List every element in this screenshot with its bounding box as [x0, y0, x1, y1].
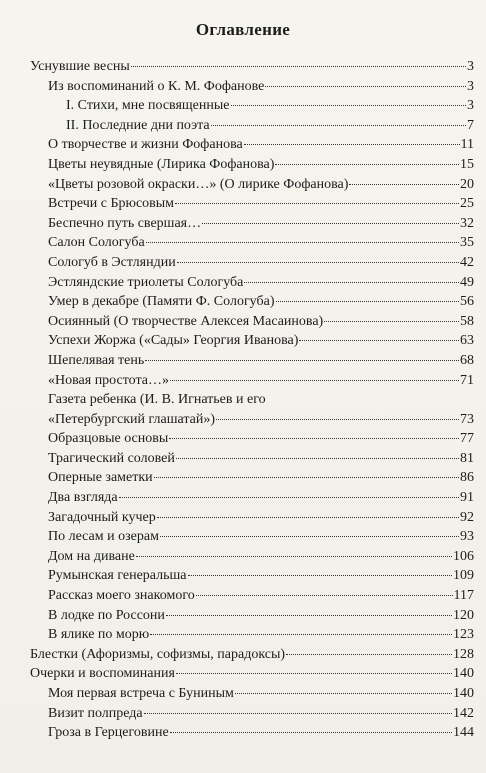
- toc-entry: [30, 273, 474, 293]
- dot-leader: [175, 203, 459, 204]
- toc-entry-title: Успехи Жоржа («Сады» Георгия Иванова): [48, 333, 299, 349]
- toc-entry-title: Два взгляда: [48, 490, 118, 506]
- toc-entry-title: О творчестве и жизни Фофанова: [48, 137, 243, 153]
- toc-entry-page: 91: [460, 490, 474, 506]
- toc-entry: [30, 488, 474, 508]
- toc-entry-page: 3: [467, 59, 474, 74]
- toc-entry-page: 58: [460, 313, 474, 329]
- dot-leader: [136, 556, 452, 557]
- toc-entry: [30, 527, 474, 547]
- toc-entry-title: Дом на диване: [48, 548, 135, 564]
- toc-entry-title: Оперные заметки: [48, 470, 153, 486]
- dot-leader: [188, 575, 453, 576]
- toc-entry-page: 20: [460, 176, 474, 192]
- toc-entry-page: 71: [460, 372, 474, 388]
- toc-entry-title: Газета ребенка (И. В. Игнатьев и его: [48, 392, 266, 408]
- toc-entry-page: 35: [460, 235, 474, 251]
- toc-entry-title: «Петербургский глашатай»): [48, 411, 216, 427]
- toc-entry: [30, 312, 474, 332]
- toc-entry-page: 92: [460, 509, 474, 525]
- toc-entry-title: Загадочный кучер: [48, 509, 156, 525]
- toc-entry: [30, 390, 474, 410]
- toc-entry: [30, 371, 474, 391]
- toc-entry: [30, 586, 474, 606]
- toc-entry-title: Шепелявая тень: [48, 352, 145, 368]
- dot-leader: [324, 321, 459, 322]
- toc-entry-page: 120: [453, 607, 474, 623]
- toc-entry-page: 63: [460, 333, 474, 349]
- dot-leader: [244, 144, 460, 145]
- toc-entry-title: Салон Сологуба: [48, 235, 145, 251]
- toc-entry-page: 49: [460, 274, 474, 290]
- dot-leader: [150, 634, 452, 635]
- toc-entry: [30, 606, 474, 626]
- toc-entry: [30, 566, 474, 586]
- toc-entry-title: Беспечно путь свершая…: [48, 215, 202, 231]
- toc-entry-page: 93: [460, 529, 474, 545]
- dot-leader: [176, 673, 452, 674]
- toc-entry: [30, 684, 474, 704]
- toc-entry-title: II. Последние дни поэта: [66, 117, 210, 133]
- toc-entry: [30, 96, 474, 116]
- toc-entry: [30, 625, 474, 645]
- toc-entry-page: 142: [453, 705, 474, 721]
- toc-entry: [30, 135, 474, 155]
- dot-leader: [119, 497, 459, 498]
- toc-entry-title: Трагический соловей: [48, 450, 175, 466]
- toc-entry-title: Сологуб в Эстляндии: [48, 254, 176, 270]
- toc-entry: [30, 214, 474, 234]
- dot-leader: [265, 86, 466, 87]
- toc-entry-title: «Цветы розовой окраски…» (О лирике Фофанова): [48, 176, 349, 192]
- dot-leader: [276, 301, 460, 302]
- dot-leader: [216, 419, 459, 420]
- toc-entry-page: 86: [460, 470, 474, 486]
- toc-entry-title: Встречи с Брюсовым: [48, 196, 175, 212]
- toc-entry-page: 25: [460, 196, 474, 212]
- toc-entry-title: Румынская генеральша: [48, 568, 187, 584]
- toc-entry-page: 144: [453, 725, 474, 741]
- toc-entry-page: 106: [453, 548, 474, 564]
- toc-entry: [30, 194, 474, 214]
- dot-leader: [146, 242, 459, 243]
- toc-entry-title: Блестки (Афоризмы, софизмы, парадоксы): [30, 646, 286, 662]
- dot-leader: [166, 615, 452, 616]
- dot-leader: [286, 654, 452, 655]
- toc-entry: [30, 704, 474, 724]
- toc-entry: [30, 508, 474, 528]
- toc-entry-page: 15: [460, 156, 474, 172]
- dot-leader: [196, 595, 453, 596]
- toc-entry-title: Образцовые основы: [48, 431, 169, 447]
- toc-entry-title: Умер в декабре (Памяти Ф. Сологуба): [48, 294, 275, 310]
- toc-entry-title: В ялике по морю: [48, 627, 150, 643]
- dot-leader: [131, 66, 466, 67]
- toc-entry-page: 140: [453, 686, 474, 701]
- toc-entry: [30, 645, 474, 665]
- dot-leader: [154, 477, 459, 478]
- toc-entry: [30, 331, 474, 351]
- dot-leader: [244, 282, 459, 283]
- dot-leader: [170, 380, 459, 381]
- toc-entry: [30, 233, 474, 253]
- toc-entry: [30, 664, 474, 684]
- dot-leader: [349, 184, 459, 185]
- toc-entry: [30, 292, 474, 312]
- toc-entry-page: 56: [460, 294, 474, 310]
- dot-leader: [176, 458, 459, 459]
- toc-entry-page: 42: [460, 254, 474, 270]
- toc-entry: [30, 429, 474, 449]
- toc-entry-page: 3: [467, 98, 474, 114]
- dot-leader: [211, 125, 466, 126]
- toc-entry-title: В лодке по Россони: [48, 607, 165, 623]
- toc-entry-title: По лесам и озерам: [48, 529, 159, 545]
- toc-entry: [30, 410, 474, 430]
- toc-entry-title: Цветы неувядные (Лирика Фофанова): [48, 156, 275, 172]
- toc-entry-page: 117: [453, 588, 474, 604]
- toc-entry: [30, 57, 474, 77]
- toc-entry-title: Моя первая встреча с Буниным: [48, 686, 234, 701]
- toc-entry: [30, 77, 474, 97]
- toc-entry: [30, 175, 474, 195]
- toc-entry-title: Рассказ моего знакомого: [48, 588, 195, 604]
- table-of-contents: [30, 57, 474, 743]
- dot-leader: [169, 438, 459, 439]
- toc-entry-page: 109: [453, 568, 474, 584]
- dot-leader: [160, 536, 459, 537]
- toc-entry-page: 123: [453, 627, 474, 643]
- toc-entry: [30, 253, 474, 273]
- toc-entry-title: Уснувшие весны: [30, 59, 130, 74]
- toc-entry: [30, 547, 474, 567]
- toc-entry-title: «Новая простота…»: [48, 372, 169, 388]
- toc-entry: [30, 351, 474, 371]
- toc-entry-page: 7: [467, 117, 474, 133]
- toc-entry-title: Гроза в Герцеговине: [48, 725, 169, 741]
- toc-entry-page: 81: [460, 450, 474, 466]
- toc-entry-page: 77: [460, 431, 474, 447]
- dot-leader: [231, 105, 466, 106]
- toc-entry-title: Осиянный (О творчестве Алексея Масаинова): [48, 313, 324, 329]
- dot-leader: [299, 340, 459, 341]
- toc-entry-title: Из воспоминаний о К. М. Фофанове: [48, 78, 265, 94]
- toc-entry: [30, 116, 474, 136]
- toc-entry: [30, 468, 474, 488]
- toc-entry-page: 32: [460, 215, 474, 231]
- toc-entry-title: Визит полпреда: [48, 705, 143, 721]
- toc-entry: [30, 155, 474, 175]
- toc-entry-page: 128: [453, 646, 474, 662]
- dot-leader: [157, 517, 459, 518]
- dot-leader: [202, 223, 459, 224]
- dot-leader: [235, 693, 452, 694]
- toc-entry-title: Очерки и воспоминания: [30, 666, 175, 682]
- toc-entry-title: I. Стихи, мне посвященные: [66, 98, 230, 114]
- toc-entry-page: 11: [460, 137, 474, 153]
- toc-entry-page: 3: [467, 78, 474, 94]
- toc-entry-page: 68: [460, 352, 474, 368]
- dot-leader: [177, 262, 459, 263]
- dot-leader: [145, 360, 459, 361]
- toc-entry: [30, 723, 474, 743]
- dot-leader: [170, 732, 452, 733]
- dot-leader: [144, 713, 452, 714]
- toc-entry: [30, 449, 474, 469]
- dot-leader: [275, 164, 459, 165]
- toc-entry-page: 73: [460, 411, 474, 427]
- page-title: Оглавление: [195, 20, 291, 39]
- toc-entry-title: Эстляндские триолеты Сологуба: [48, 274, 244, 290]
- toc-entry-page: 140: [453, 666, 474, 682]
